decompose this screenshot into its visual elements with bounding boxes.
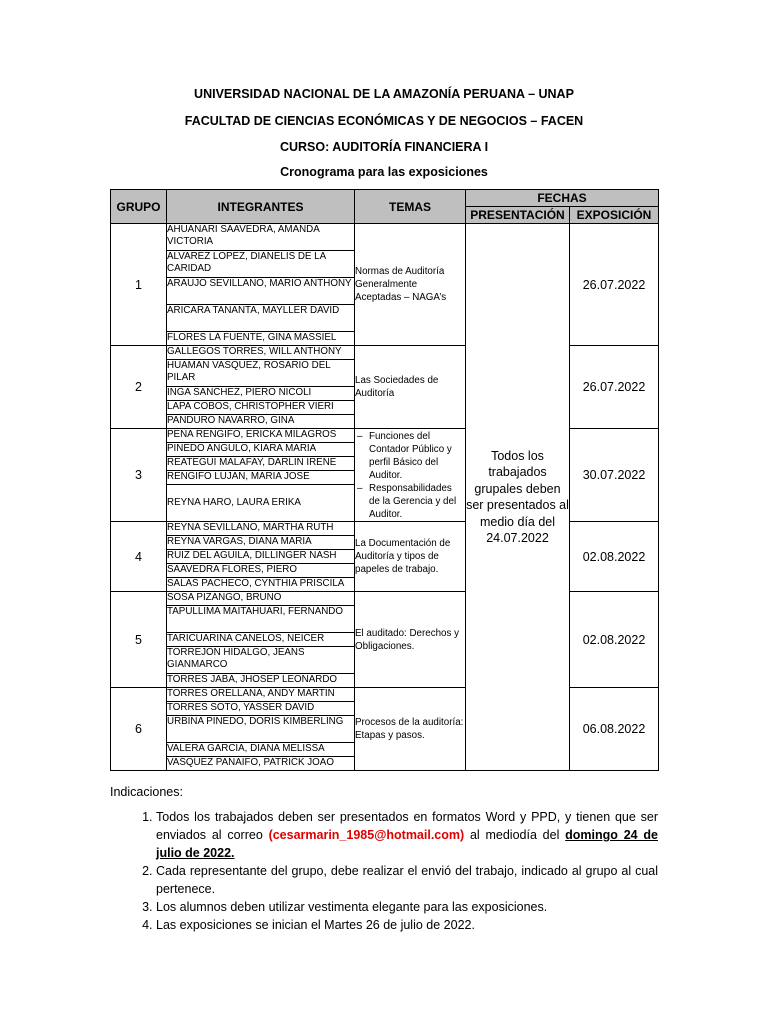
group-number: 6 xyxy=(111,688,167,771)
faculty-title: FACULTAD DE CIENCIAS ECONÓMICAS Y DE NEGOCIOS – FACEN xyxy=(184,114,584,128)
header-grupo: GRUPO xyxy=(111,190,167,224)
member-name: ARICARA TANANTA, MAYLLER DAVID xyxy=(167,305,355,332)
member-name: RENGIFO LUJAN, MARIA JOSE xyxy=(167,471,355,485)
member-name: REYNA VARGAS, DIANA MARIA xyxy=(167,536,355,550)
member-name: REATEGUI MALAFAY, DARLIN IRENE xyxy=(167,457,355,471)
member-name: GALLEGOS TORRES, WILL ANTHONY xyxy=(167,346,355,360)
member-name: TAPULLIMA MAITAHUARI, FERNANDO xyxy=(167,606,355,633)
group-tema: El auditado: Derechos y Obligaciones. xyxy=(355,592,466,688)
member-name: RUIZ DEL AGUILA, DILLINGER NASH xyxy=(167,550,355,564)
group-tema: La Documentación de Auditoría y tipos de papeles de trabajo. xyxy=(355,522,466,592)
member-name: HUAMAN VASQUEZ, ROSARIO DEL PILAR xyxy=(167,360,355,387)
group-number: 3 xyxy=(111,429,167,522)
member-name: URBINA PINEDO, DORIS KIMBERLING xyxy=(167,716,355,743)
exposicion-date: 30.07.2022 xyxy=(570,429,659,522)
member-name: PEÑA RENGIFO, ERICKA MILAGROS xyxy=(167,429,355,443)
indicacion-item: 2. Cada representante del grupo, debe realizar el envió del trabajo, indicado al grupo al cual pertenece. xyxy=(156,862,658,898)
indicaciones-list xyxy=(110,808,658,934)
header-temas: TEMAS xyxy=(355,190,466,224)
indicacion-item xyxy=(156,808,658,862)
exposicion-date: 26.07.2022 xyxy=(570,346,659,429)
member-name: SALAS PACHECO, CYNTHIA PRISCILA xyxy=(167,578,355,592)
member-name: PINEDO ANGULO, KIARA MARIA xyxy=(167,443,355,457)
table-row xyxy=(111,429,659,443)
table-row xyxy=(111,224,659,251)
indicacion-item: 4. Las exposiciones se inician el Martes 26 de julio de 2022. xyxy=(156,916,658,934)
group-tema-list xyxy=(355,429,466,522)
indicacion-item: 3. Los alumnos deben utilizar vestimenta elegante para las exposiciones. xyxy=(156,898,658,916)
email-link[interactable]: (cesarmarin_1985@hotmail.com) xyxy=(268,828,465,842)
header-fechas: FECHAS xyxy=(466,190,659,207)
member-name: FLORES LA FUENTE, GINA MASSIEL xyxy=(167,332,355,346)
table-row xyxy=(111,688,659,702)
table-row xyxy=(111,346,659,360)
member-name: VASQUEZ PANAIFO, PATRICK JOAO xyxy=(167,757,355,771)
member-name: ALVAREZ LOPEZ, DIANELIS DE LA CARIDAD xyxy=(167,251,355,278)
exposicion-date: 02.08.2022 xyxy=(570,592,659,688)
member-name: SOSA PIZANGO, BRUNO xyxy=(167,592,355,606)
member-name: VALERA GARCIA, DIANA MELISSA xyxy=(167,743,355,757)
schedule-table xyxy=(110,189,659,771)
university-title: UNIVERSIDAD NACIONAL DE LA AMAZONÍA PERUANA – UNAP xyxy=(194,87,574,101)
exposicion-date: 02.08.2022 xyxy=(570,522,659,592)
exposicion-date: 06.08.2022 xyxy=(570,688,659,771)
member-name: ARAUJO SEVILLANO, MARIO ANTHONY xyxy=(167,278,355,305)
group-number: 1 xyxy=(111,224,167,346)
exposicion-date: 26.07.2022 xyxy=(570,224,659,346)
header-integrantes: INTEGRANTES xyxy=(167,190,355,224)
group-tema: Normas de Auditoría Generalmente Aceptadas – NAGA’s xyxy=(355,224,466,346)
tema-item: – Funciones del Contador Público y perfil Básico del Auditor. xyxy=(355,430,465,482)
member-name: TARICUARINA CANELOS, NEICER xyxy=(167,633,355,647)
table-row xyxy=(111,592,659,606)
group-number: 5 xyxy=(111,592,167,688)
course-title: CURSO: AUDITORÍA FINANCIERA I xyxy=(279,140,489,154)
member-name: LAPA COBOS, CHRISTOPHER VIERI xyxy=(167,401,355,415)
member-name: TORRES ORELLANA, ANDY MARTIN xyxy=(167,688,355,702)
indicacion-text: Todos los trabajados deben ser presentados en formatos Word y PPD, y tienen que ser enviados al correo xyxy=(156,810,658,842)
header-exposicion: EXPOSICIÓN xyxy=(570,207,659,224)
member-name: INGA SANCHEZ, PIERO NICOLI xyxy=(167,387,355,401)
member-name: TORRES JABA, JHOSEP LEONARDO xyxy=(167,674,355,688)
header-presentacion: PRESENTACIÓN xyxy=(466,207,570,224)
group-tema: Procesos de la auditoría: Etapas y pasos. xyxy=(355,688,466,771)
member-name: TORREJON HIDALGO, JEANS GIANMARCO xyxy=(167,647,355,674)
indicaciones-title: Indicaciones: xyxy=(110,785,183,799)
table-row xyxy=(111,522,659,536)
member-name: SAAVEDRA FLORES, PIERO xyxy=(167,564,355,578)
group-number: 4 xyxy=(111,522,167,592)
group-number: 2 xyxy=(111,346,167,429)
member-name: AHUANARI SAAVEDRA, AMANDA VICTORIA xyxy=(167,224,355,251)
member-name: PANDURO NAVARRO, GINA xyxy=(167,415,355,429)
member-name: REYNA HARO, LAURA ERIKA xyxy=(167,485,355,522)
presentacion-note: Todos los trabajados grupales deben ser presentados al medio día del 24.07.2022 xyxy=(466,224,570,771)
member-name: TORRES SOTO, YASSER DAVID xyxy=(167,702,355,716)
schedule-title: Cronograma para las exposiciones xyxy=(280,165,488,179)
indicacion-text: al mediodía del xyxy=(464,828,566,842)
deadline-date: domingo 24 de julio de 2022. xyxy=(156,828,658,860)
member-name: REYNA SEVILLANO, MARTHA RUTH xyxy=(167,522,355,536)
tema-item: – Responsabilidades de la Gerencia y del Auditor. xyxy=(355,482,465,521)
group-tema: Las Sociedades de Auditoría xyxy=(355,346,466,429)
